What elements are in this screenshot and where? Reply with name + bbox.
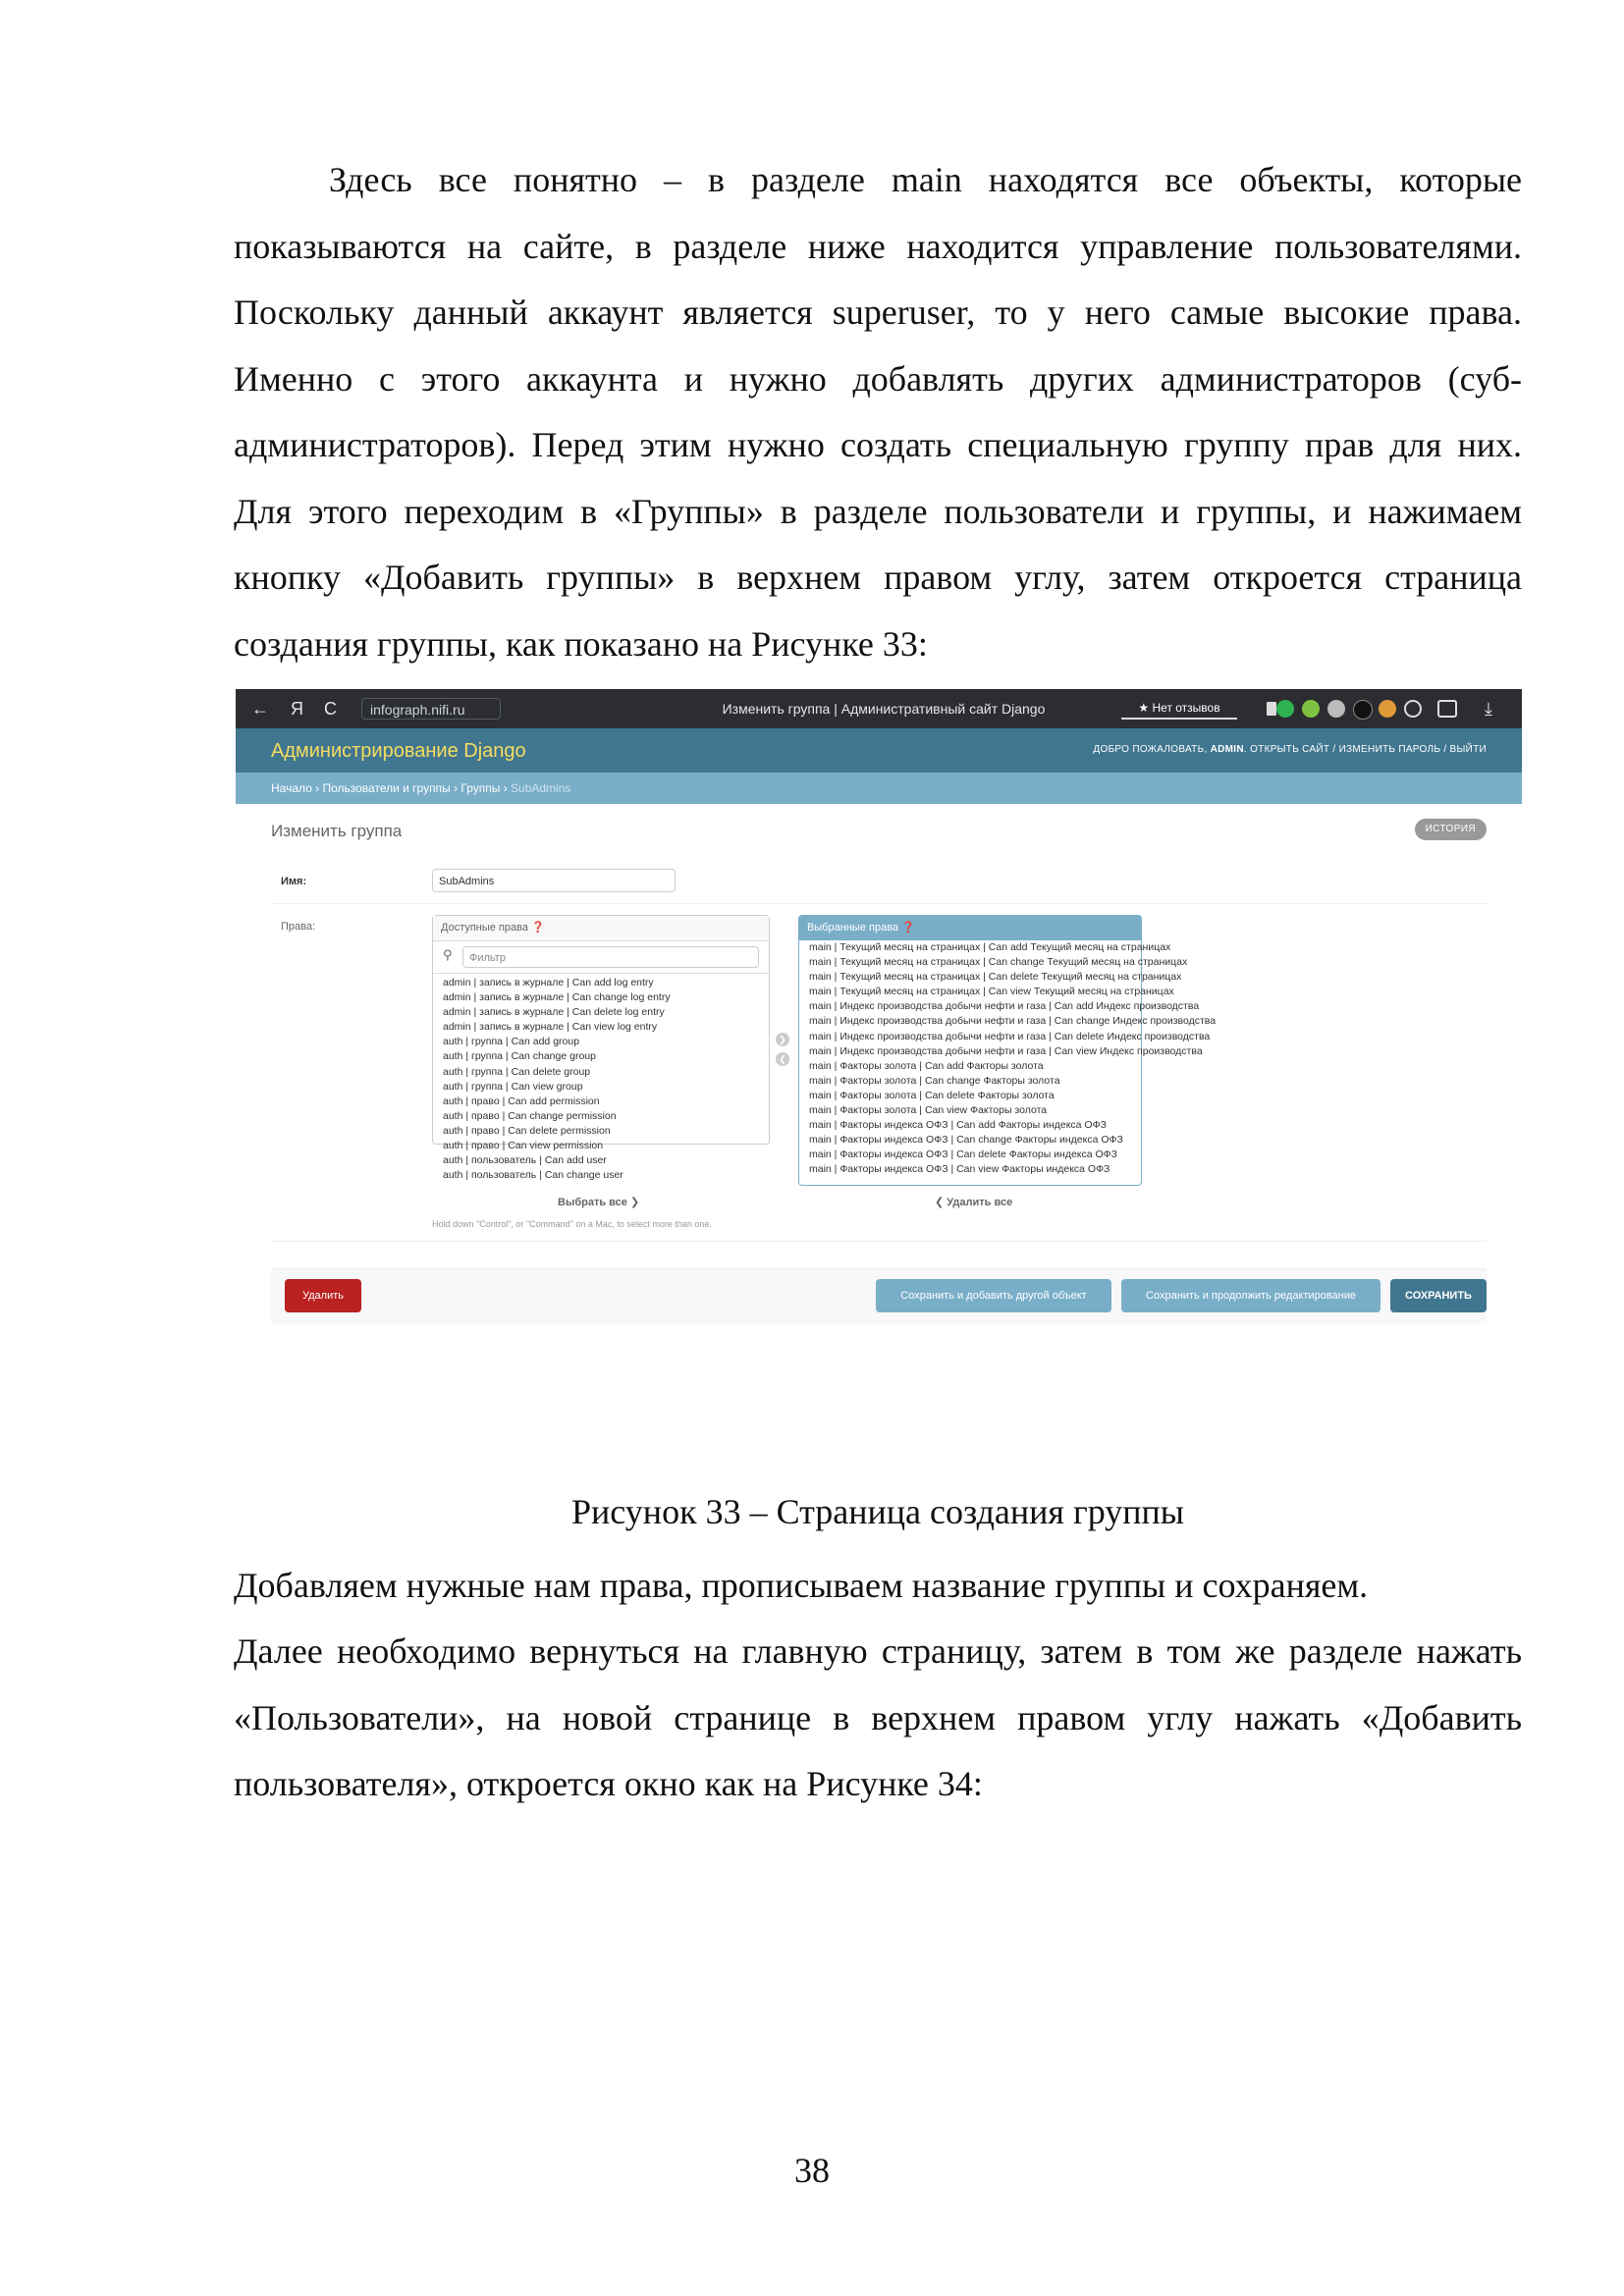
breadcrumb bbox=[236, 773, 1522, 804]
download-extension-icon[interactable] bbox=[1302, 700, 1320, 718]
history-button[interactable]: ИСТОРИЯ bbox=[1415, 819, 1487, 840]
permission-option[interactable]: auth | право | Can change permission bbox=[443, 1109, 617, 1122]
permission-option[interactable]: admin | запись в журнале | Can add log entry bbox=[443, 977, 654, 988]
breadcrumb-links[interactable]: Начало › Пользователи и группы › Группы › bbox=[271, 781, 508, 795]
permission-option[interactable]: main | Факторы золота | Can change Факторы золота bbox=[809, 1074, 1060, 1087]
permission-option[interactable]: auth | группа | Can change group bbox=[443, 1050, 596, 1063]
permission-option[interactable]: main | Факторы золота | Can add Факторы золота bbox=[809, 1059, 1044, 1072]
permission-option[interactable]: main | Индекс производства добычи нефти и газа | Can delete Индекс производства bbox=[809, 1030, 1211, 1042]
available-permissions-title: Доступные права ❓ bbox=[433, 916, 769, 941]
filter-row bbox=[433, 941, 769, 974]
permission-option[interactable]: main | Факторы индекса ОФЗ | Can view Факторы индекса ОФЗ bbox=[809, 1163, 1110, 1176]
page-number: 38 bbox=[794, 2151, 830, 2190]
user-links[interactable]: ОТКРЫТЬ САЙТ / ИЗМЕНИТЬ ПАРОЛЬ / ВЫЙТИ bbox=[1250, 744, 1487, 755]
permission-option[interactable]: admin | запись в журнале | Can view log entry bbox=[443, 1021, 658, 1034]
permission-option[interactable]: main | Текущий месяц на страницах | Can view Текущий месяц на страницах bbox=[809, 986, 1174, 998]
permission-option[interactable]: admin | запись в журнале | Can change log entry bbox=[443, 991, 671, 1004]
name-input[interactable]: SubAdmins bbox=[432, 869, 676, 892]
permission-option[interactable]: main | Текущий месяц на страницах | Can change Текущий месяц на страницах bbox=[809, 956, 1188, 969]
cookie-extension-icon[interactable] bbox=[1379, 700, 1396, 718]
download-icon[interactable]: ⤓ bbox=[1485, 699, 1492, 719]
save-button[interactable]: СОХРАНИТЬ bbox=[1390, 1279, 1487, 1312]
remove-arrow-icon[interactable]: ❮ bbox=[776, 1052, 789, 1066]
permission-option[interactable]: main | Текущий месяц на страницах | Can delete Текущий месяц на страницах bbox=[809, 971, 1182, 984]
bookmark-icon[interactable] bbox=[1267, 702, 1276, 716]
permission-option[interactable]: main | Текущий месяц на страницах | Can add Текущий месяц на страницах bbox=[809, 941, 1171, 953]
figure-screenshot bbox=[236, 689, 1522, 1327]
permission-option[interactable]: auth | право | Can add permission bbox=[443, 1095, 600, 1107]
permission-option[interactable]: auth | группа | Can add group bbox=[443, 1036, 580, 1048]
permission-option[interactable]: auth | группа | Can delete group bbox=[443, 1065, 591, 1078]
permission-option[interactable]: main | Факторы индекса ОФЗ | Can add Факторы индекса ОФЗ bbox=[809, 1119, 1107, 1132]
welcome-text: ДОБРО ПОЖАЛОВАТЬ, bbox=[1093, 744, 1208, 755]
permission-option[interactable]: main | Индекс производства добычи нефти и газа | Can add Индекс производства bbox=[809, 1000, 1200, 1013]
shield-icon[interactable] bbox=[1276, 700, 1294, 718]
mask-extension-icon[interactable] bbox=[1353, 700, 1373, 720]
filter-input[interactable]: Фильтр bbox=[462, 946, 759, 968]
tab-title: Изменить группа | Административный сайт Django bbox=[722, 701, 1046, 717]
site-brand[interactable]: Администрирование Django bbox=[271, 740, 526, 762]
permission-option[interactable]: main | Факторы золота | Can view Факторы золота bbox=[809, 1104, 1048, 1117]
permission-option[interactable]: main | Индекс производства добычи нефти и газа | Can change Индекс производства bbox=[809, 1015, 1217, 1028]
permission-option[interactable]: auth | право | Can view permission bbox=[443, 1140, 604, 1152]
reload-icon[interactable]: C bbox=[324, 699, 337, 719]
browser-toolbar bbox=[236, 689, 1522, 728]
permission-option[interactable]: admin | запись в журнале | Can delete log entry bbox=[443, 1006, 665, 1019]
paragraph-add-rights: Добавляем нужные нам права, прописываем название группы и сохраняем. bbox=[234, 1566, 1369, 1605]
admin-header bbox=[236, 728, 1522, 773]
choose-arrow-icon[interactable]: ❯ bbox=[776, 1033, 789, 1046]
permission-option[interactable]: main | Факторы золота | Can delete Факторы золота bbox=[809, 1089, 1055, 1101]
address-bar[interactable]: infograph.nifi.ru bbox=[361, 698, 501, 720]
remove-all-link[interactable]: ❮ Удалить все bbox=[935, 1197, 1013, 1208]
extension-icon[interactable] bbox=[1327, 700, 1345, 718]
screenshot-extension-icon[interactable] bbox=[1437, 700, 1457, 718]
choose-all-link[interactable]: Выбрать все ❯ bbox=[558, 1197, 640, 1208]
chosen-permissions-list[interactable] bbox=[799, 940, 1217, 1178]
save-and-continue-button[interactable]: Сохранить и продолжить редактирование bbox=[1121, 1279, 1380, 1312]
available-permissions-list[interactable] bbox=[433, 974, 769, 1183]
user-tools: ДОБРО ПОЖАЛОВАТЬ, ADMIN. ОТКРЫТЬ САЙТ / ИЗМЕНИТЬ ПАРОЛЬ / ВЫЙТИ bbox=[1093, 744, 1487, 755]
divider bbox=[271, 903, 1487, 904]
available-permissions-box bbox=[432, 915, 770, 1182]
breadcrumb-current: SubAdmins bbox=[511, 781, 571, 795]
name-label: Имя: bbox=[281, 876, 307, 887]
chosen-permissions-title: Выбранные права ❓ bbox=[799, 916, 1141, 940]
page-title: Изменить группа bbox=[271, 822, 403, 840]
back-arrow-icon[interactable]: ← bbox=[251, 699, 269, 719]
permissions-label: Права: bbox=[281, 921, 316, 933]
permission-option[interactable]: main | Факторы индекса ОФЗ | Can change Факторы индекса ОФЗ bbox=[809, 1134, 1123, 1147]
paragraph-intro: Здесь все понятно – в разделе main находятся все объекты, которые показываются на сайте, в разделе ниже находится управление пользователями. Поскольку данный аккаунт является superuser, то у него самые высокие права. Именно с этого аккаунта и нужно добавлять других администраторов (суб-администраторов). Перед этим нужно создать специальную группу прав для них. Для этого переходим в «Группы» в разделе пользователи и группы, и нажимаем кнопку «Добавить группы» в верхнем правом углу, затем откроется страница создания группы, как показано на Рисунке 33: bbox=[234, 160, 1522, 664]
username: ADMIN bbox=[1210, 744, 1244, 755]
yandex-logo-icon[interactable]: Я bbox=[291, 699, 303, 719]
divider bbox=[271, 1241, 1487, 1242]
permission-option[interactable]: auth | пользователь | Can add user bbox=[443, 1154, 607, 1167]
delete-button[interactable]: Удалить bbox=[285, 1279, 361, 1312]
reviews-badge[interactable]: ★ Нет отзывов bbox=[1121, 698, 1237, 720]
chosen-permissions-box bbox=[798, 915, 1217, 1186]
permission-option[interactable]: main | Факторы индекса ОФЗ | Can delete Факторы индекса ОФЗ bbox=[809, 1148, 1118, 1161]
permission-option[interactable]: auth | право | Can delete permission bbox=[443, 1124, 611, 1137]
save-and-add-another-button[interactable]: Сохранить и добавить другой объект bbox=[876, 1279, 1111, 1312]
search-icon: ⚲ bbox=[443, 947, 453, 962]
paragraph-next-steps: Далее необходимо вернуться на главную страницу, затем в том же разделе нажать «Пользователи», на новой странице в верхнем правом углу нажать «Добавить пользователя», откроется окно как на Рисунке 34: bbox=[234, 1631, 1522, 1803]
permission-option[interactable]: auth | пользователь | Can change user bbox=[443, 1169, 623, 1182]
help-text: Hold down "Control", or "Command" on a Mac, to select more than one. bbox=[432, 1219, 712, 1229]
permission-option[interactable]: main | Индекс производства добычи нефти и газа | Can view Индекс производства bbox=[809, 1044, 1203, 1057]
settings-extension-icon[interactable] bbox=[1404, 700, 1422, 718]
permission-option[interactable]: auth | группа | Can view group bbox=[443, 1080, 583, 1093]
submit-row bbox=[271, 1268, 1487, 1324]
figure-caption: Рисунок 33 – Страница создания группы bbox=[571, 1492, 1184, 1531]
